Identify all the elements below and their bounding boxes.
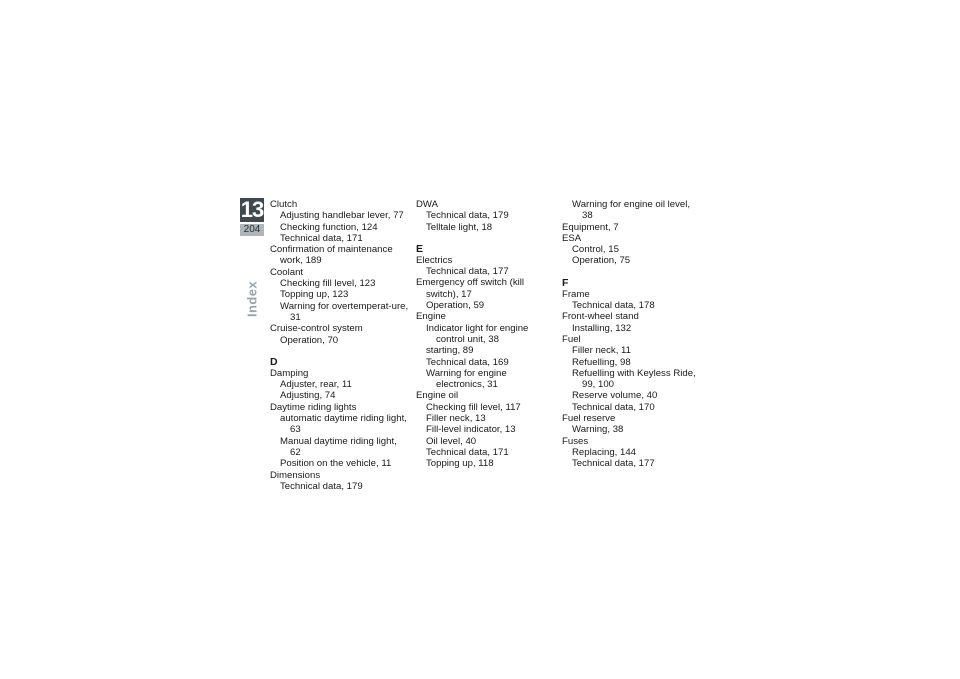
index-subentry: Adjusting, 74 bbox=[280, 390, 336, 402]
index-column-2 bbox=[416, 199, 556, 470]
index-subentry: Refuelling with Keyless Ride, 99, 100 bbox=[572, 367, 696, 391]
index-term: Engine bbox=[416, 311, 446, 323]
index-subentry: Technical data, 171 bbox=[426, 446, 509, 458]
index-subentry: Warning for engine oil level, 38 bbox=[572, 199, 691, 222]
index-subentry: Technical data, 179 bbox=[280, 480, 363, 492]
index-entry bbox=[270, 199, 410, 244]
index-subentry: Technical data, 169 bbox=[426, 356, 509, 368]
index-term: Damping bbox=[270, 367, 309, 379]
index-subentry: Technical data, 179 bbox=[426, 210, 509, 222]
index-entry bbox=[270, 470, 410, 493]
index-subentry: Refuelling, 98 bbox=[572, 356, 631, 368]
index-subentry: Operation, 70 bbox=[280, 334, 339, 346]
index-subentry: Fill-level indicator, 13 bbox=[426, 424, 516, 436]
index-term: DWA bbox=[416, 199, 439, 210]
index-subentry: Manual daytime riding light, 62 bbox=[280, 435, 397, 458]
index-entry bbox=[416, 311, 556, 390]
index-term: Equipment, 7 bbox=[562, 221, 619, 233]
index-subentry: Reserve volume, 40 bbox=[572, 390, 658, 402]
index-term: Dimensions bbox=[270, 469, 321, 481]
index-entry bbox=[562, 199, 702, 222]
index-entry bbox=[416, 277, 556, 311]
index-term: Emergency off switch (kill switch), 17 bbox=[416, 277, 525, 300]
index-entry bbox=[270, 402, 410, 470]
index-entry bbox=[562, 222, 702, 233]
index-term: ESA bbox=[562, 232, 582, 244]
index-entry bbox=[562, 233, 702, 267]
index-subentry: Adjusting handlebar lever, 77 bbox=[280, 210, 404, 222]
index-subentry: Position on the vehicle, 11 bbox=[280, 458, 392, 470]
index-subentry: Topping up, 123 bbox=[280, 289, 349, 301]
index-entry bbox=[562, 413, 702, 436]
index-term: Fuel bbox=[562, 333, 581, 345]
index-entry bbox=[270, 267, 410, 323]
index-subentry: Warning, 38 bbox=[572, 424, 624, 436]
index-subentry: Control, 15 bbox=[572, 244, 619, 256]
index-term: Daytime riding lights bbox=[270, 401, 357, 413]
index-entry bbox=[270, 323, 410, 346]
index-column-1 bbox=[270, 199, 410, 492]
chapter-number: 13 bbox=[240, 197, 264, 222]
index-entry bbox=[562, 311, 702, 334]
index-subentry: Filler neck, 13 bbox=[426, 413, 486, 425]
index-subentry: Filler neck, 11 bbox=[572, 345, 632, 357]
index-term: Cruise-control system bbox=[270, 323, 363, 335]
index-entry bbox=[416, 390, 556, 469]
index-term: Confirmation of maintenance work, 189 bbox=[270, 244, 393, 267]
index-entry bbox=[562, 289, 702, 312]
index-letter: F bbox=[562, 276, 569, 289]
index-subentry: Oil level, 40 bbox=[426, 435, 477, 447]
index-subentry: Adjuster, rear, 11 bbox=[280, 379, 352, 391]
index-term: Fuel reserve bbox=[562, 413, 616, 425]
index-term: Clutch bbox=[270, 199, 298, 210]
index-subentry: Technical data, 170 bbox=[572, 401, 655, 413]
index-subentry: Technical data, 177 bbox=[572, 458, 655, 470]
index-subentry: Checking function, 124 bbox=[280, 221, 378, 233]
index-letter: E bbox=[416, 242, 424, 255]
chapter-tab bbox=[240, 198, 264, 236]
index-term: Fuses bbox=[562, 435, 589, 447]
index-term: Front-wheel stand bbox=[562, 311, 639, 323]
index-subentry: Checking fill level, 123 bbox=[280, 278, 376, 290]
index-subentry: Topping up, 118 bbox=[426, 458, 494, 470]
index-subentry: Technical data, 178 bbox=[572, 300, 655, 312]
index-subentry: Telltale light, 18 bbox=[426, 221, 493, 233]
index-subentry: Operation, 59 bbox=[426, 300, 485, 312]
index-subentry: Installing, 132 bbox=[572, 322, 632, 334]
index-subentry: Operation, 75 bbox=[572, 255, 631, 267]
index-subentry: automatic daytime riding light, 63 bbox=[280, 413, 407, 436]
index-entry bbox=[416, 199, 556, 233]
index-entry bbox=[562, 436, 702, 470]
index-entry bbox=[416, 255, 556, 278]
index-term: Electrics bbox=[416, 254, 453, 266]
index-subentry: starting, 89 bbox=[426, 345, 474, 357]
page-number: 204 bbox=[240, 224, 264, 236]
index-subentry: Replacing, 144 bbox=[572, 446, 637, 458]
index-entry bbox=[270, 244, 410, 267]
section-label-text: Index bbox=[244, 281, 260, 317]
index-subentry: Technical data, 171 bbox=[280, 232, 363, 244]
index-term: Engine oil bbox=[416, 390, 459, 402]
index-entry bbox=[270, 368, 410, 402]
index-term: Frame bbox=[562, 288, 590, 300]
index-subentry: Warning for overtemperat-ure, 31 bbox=[280, 300, 409, 323]
index-subentry: Indicator light for engine control unit, 38 bbox=[426, 322, 529, 345]
index-letter: D bbox=[270, 355, 278, 368]
index-term: Coolant bbox=[270, 266, 304, 278]
index-entry bbox=[562, 334, 702, 413]
section-label bbox=[244, 275, 260, 317]
index-subentry: Checking fill level, 117 bbox=[426, 401, 521, 413]
index-subentry: Technical data, 177 bbox=[426, 266, 509, 278]
index-column-3 bbox=[562, 199, 702, 470]
index-subentry: Warning for engine electronics, 31 bbox=[426, 367, 507, 391]
